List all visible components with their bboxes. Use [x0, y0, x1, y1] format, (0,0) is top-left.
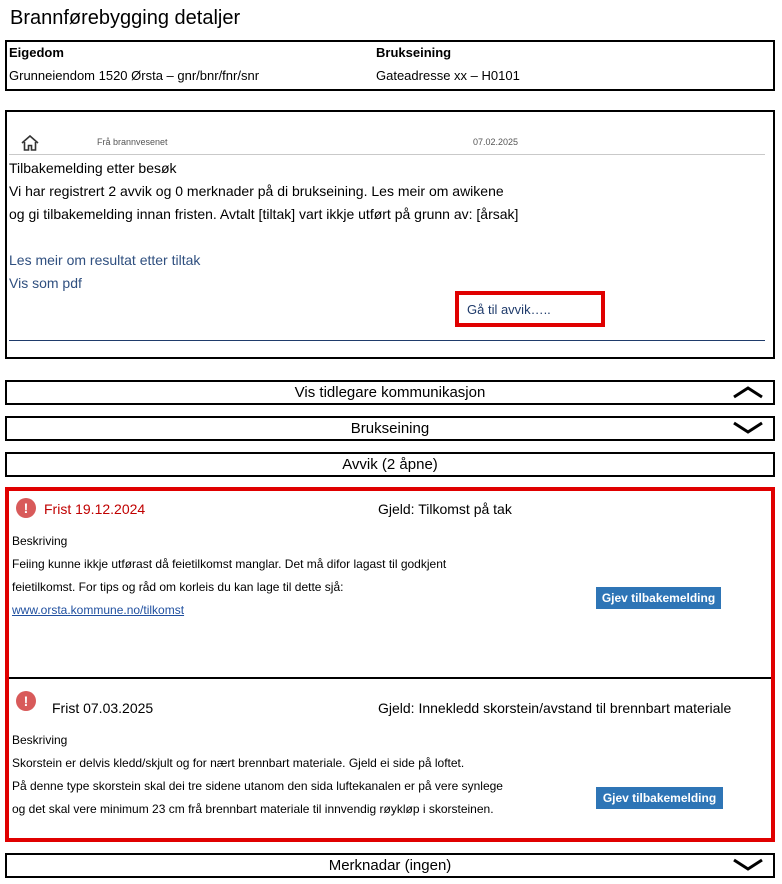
avvik-2-desc-line-3: og det skal vere minimum 23 cm frå brennbart materiale til innvendig røykløp i skorsteinen. — [12, 802, 494, 816]
chevron-down-icon[interactable] — [733, 858, 763, 872]
avvik-2-deadline: Frist 07.03.2025 — [52, 700, 154, 716]
avvik-list — [5, 487, 775, 842]
unit-section-label: Brukseining — [350, 420, 430, 437]
header-divider — [9, 154, 765, 155]
avvik-2-desc-line-1: Skorstein er delvis kledd/skjult og for nært brennbart materiale. Gjeld ei side på loftet. — [12, 756, 465, 770]
message-line-1: Vi har registrert 2 avvik og 0 merknader på di brukseining. Les meir om awikene — [9, 183, 504, 199]
page-title: Brannførebygging detaljer — [10, 7, 241, 29]
avvik-2-desc-line-2: På denne type skorstein skal dei tre sidene utanom den sida luftekanalen er på vere synlege — [12, 779, 503, 793]
eigedom-value: Grunneiendom 1520 Ørsta – gnr/bnr/fnr/snr — [9, 68, 260, 83]
exclamation-circle-icon: ! — [16, 498, 36, 518]
chevron-down-icon[interactable] — [733, 421, 763, 435]
result-link[interactable]: Les meir om resultat etter tiltak — [9, 252, 201, 268]
exclamation-circle-icon: ! — [16, 691, 36, 711]
message-date: 07.02.2025 — [473, 137, 519, 147]
home-icon[interactable] — [21, 135, 39, 151]
history-section-bar[interactable] — [5, 380, 775, 405]
message-line-2: og gi tilbakemelding innan fristen. Avtalt [tiltak] vart ikkje utført på grunn av: [årsak] — [9, 206, 519, 222]
message-box — [5, 110, 775, 359]
avvik-1-feedback-button[interactable]: Gjev tilbakemelding — [596, 587, 721, 609]
history-section-label: Vis tidlegare kommunikasjon — [294, 384, 486, 401]
avvik-1-deadline: Frist 19.12.2024 — [44, 501, 146, 517]
brukseining-label: Brukseining — [376, 45, 452, 60]
eigedom-label: Eigedom — [9, 45, 64, 60]
avvik-1-desc-label: Beskriving — [12, 534, 68, 548]
avvik-section-bar[interactable] — [5, 452, 775, 477]
merknad-section-bar[interactable] — [5, 853, 775, 878]
avvik-1-link[interactable]: www.orsta.kommune.no/tilkomst — [12, 603, 185, 617]
brukseining-value: Gateadresse xx – H0101 — [376, 68, 520, 83]
goto-avvik-highlight — [455, 291, 605, 327]
avvik-2-feedback-button[interactable]: Gjev tilbakemelding — [596, 787, 723, 809]
pdf-link[interactable]: Vis som pdf — [9, 275, 82, 291]
unit-section-bar[interactable] — [5, 416, 775, 441]
message-title: Tilbakemelding etter besøk — [9, 160, 177, 176]
avvik-section-label: Avvik (2 åpne) — [342, 456, 438, 473]
avvik-1-desc-line-2: feietilkomst. For tips og råd om korleis du kan lage til dette sjå: — [12, 580, 344, 594]
avvik-2-subject: Gjeld: Innekledd skorstein/avstand til brennbart materiale — [378, 700, 732, 716]
avvik-1-desc-line-1: Feiing kunne ikkje utførast då feietilkomst manglar. Det må difor lagast til godkjent — [12, 557, 447, 571]
avvik-1-subject: Gjeld: Tilkomst på tak — [378, 501, 512, 517]
message-sender: Frå brannvesenet — [97, 137, 168, 147]
chevron-up-icon[interactable] — [733, 385, 763, 399]
footer-divider — [9, 340, 765, 341]
merknad-section-label: Merknadar (ingen) — [328, 857, 452, 874]
avvik-2-desc-label: Beskriving — [12, 733, 68, 747]
avvik-divider — [9, 677, 771, 679]
property-box — [5, 40, 775, 91]
goto-avvik-link[interactable]: Gå til avvik….. — [467, 302, 551, 317]
